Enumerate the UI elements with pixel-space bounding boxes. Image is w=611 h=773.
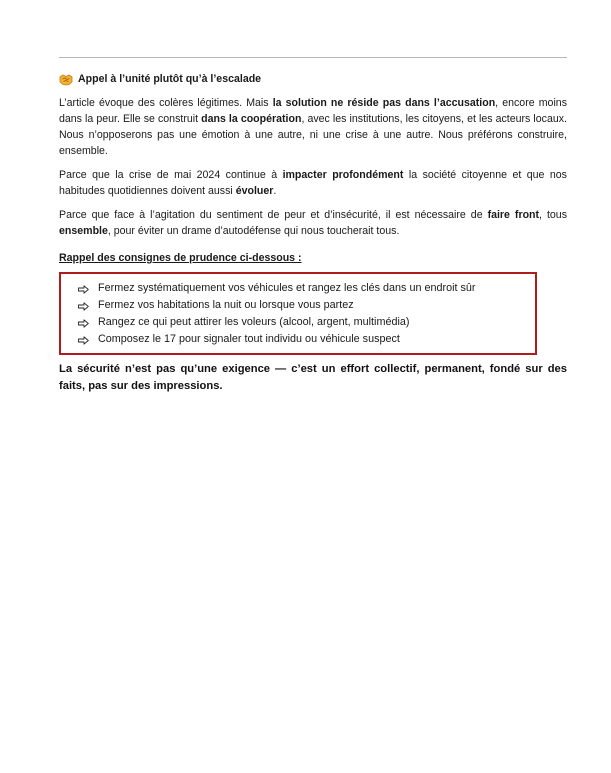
- right-arrow-outline-icon: [78, 300, 89, 309]
- p3-text-1: Parce que face à l’agitation du sentiment de peur et d’insécurité, il est nécessaire de: [59, 209, 488, 221]
- p1-text-3: , avec les institutions, les citoyens, et les acteurs locaux. Nous n’opposerons pas une émotion à une autre, ni une crise à une autre. Nous préférons construire, ensemble.: [59, 113, 567, 157]
- p2-bold-1: impacter profondément: [282, 169, 404, 181]
- list-item: [78, 296, 535, 313]
- section-title: Appel à l’unité plutôt qu’à l’escalade: [78, 73, 262, 85]
- top-divider: [59, 57, 567, 58]
- paragraph-1: [59, 95, 567, 159]
- list-item-text: Composez le 17 pour signaler tout individu ou véhicule suspect: [98, 332, 400, 345]
- list-item: [78, 330, 535, 347]
- p1-text-1: L’article évoque des colères légitimes. Mais: [59, 97, 273, 109]
- p2-text-2: la société citoyenne et que nos habitudes quotidiennes doivent aussi: [59, 169, 567, 197]
- p2-text-1: Parce que la crise de mai 2024 continue à: [59, 169, 283, 181]
- list-item-text: Fermez systématiquement vos véhicules et rangez les clés dans un endroit sûr: [98, 281, 476, 294]
- safety-instructions-box: [59, 272, 537, 355]
- p3-text-2: , tous: [539, 209, 567, 221]
- p2-bold-2: évoluer: [235, 185, 274, 197]
- section-heading: [59, 70, 567, 88]
- p3-bold-2: ensemble: [59, 225, 108, 237]
- paragraph-2: [59, 167, 567, 199]
- list-item-text: Fermez vos habitations la nuit ou lorsque vous partez: [98, 298, 354, 311]
- right-arrow-outline-icon: [78, 317, 89, 326]
- rappel-title: Rappel des consignes de prudence ci-dessous :: [59, 252, 302, 264]
- p3-bold-1: faire front: [487, 209, 540, 221]
- p2-text-3: .: [273, 185, 277, 197]
- right-arrow-outline-icon: [78, 283, 89, 292]
- list-item-text: Rangez ce qui peut attirer les voleurs (alcool, argent, multimédia): [98, 315, 410, 328]
- list-item: [78, 313, 535, 330]
- main-content: [59, 70, 567, 355]
- paragraph-3: [59, 207, 567, 239]
- closing-statement: La sécurité n’est pas qu’une exigence — c’est un effort collectif, permanent, fondé sur des faits, pas sur des impressions.: [59, 363, 567, 392]
- p1-bold-1: la solution ne réside pas dans l’accusation: [272, 97, 496, 109]
- handshake-icon: [59, 73, 73, 86]
- list-item: [78, 279, 535, 296]
- p1-text-2: , encore moins dans la peur. Elle se construit: [59, 97, 567, 125]
- right-arrow-outline-icon: [78, 334, 89, 343]
- safety-instructions-list: [78, 279, 535, 347]
- p1-bold-2: dans la coopération: [201, 113, 302, 125]
- p3-text-3: , pour éviter un drame d’autodéfense qui nous toucherait tous.: [107, 225, 400, 237]
